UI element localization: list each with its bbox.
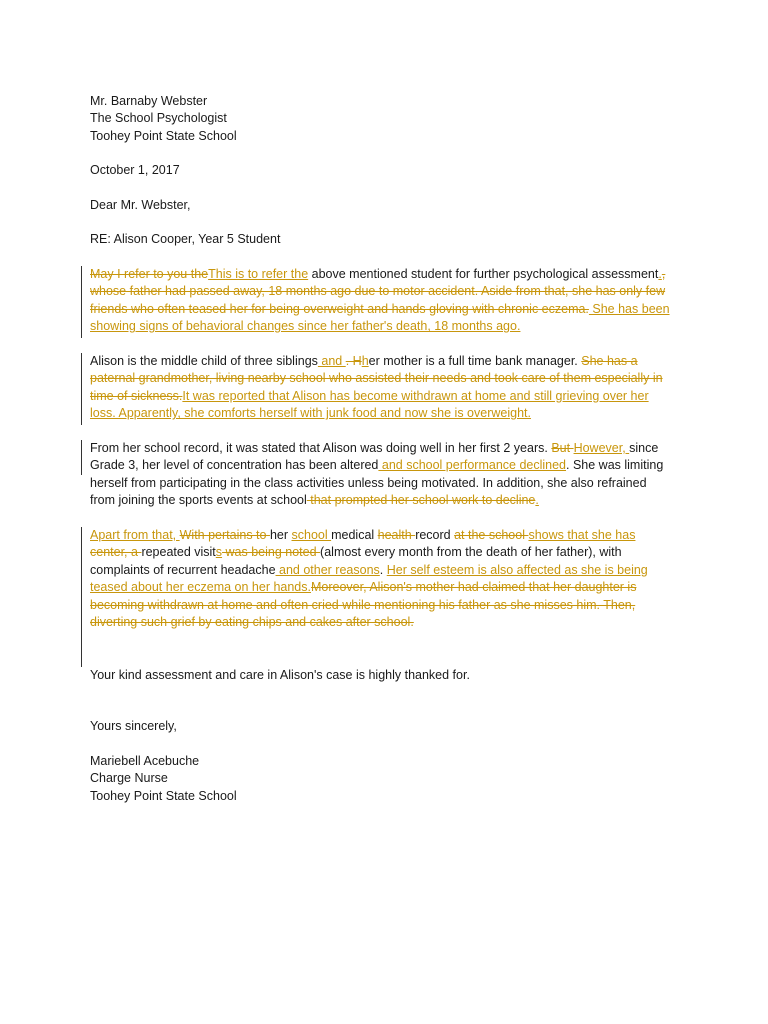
inserted-text: and school performance declined [378, 458, 567, 473]
recipient-address [90, 93, 675, 145]
sender-school: Toohey Point State School [90, 788, 237, 803]
recipient-title: The School Psychologist [90, 111, 227, 126]
body-text: (almost every month from the death of her father), with complaints of recurrent headache [90, 545, 622, 577]
deleted-text: . H [345, 354, 362, 368]
deleted-text: health [377, 528, 416, 542]
deleted-text: was being noted [222, 545, 321, 560]
body-text: Alison is the middle child of three siblings [90, 354, 318, 368]
recipient-name: Mr. Barnaby Webster [90, 94, 208, 108]
body-text: above mentioned student for further psychological assessment [308, 267, 659, 281]
salutation: Dear Mr. Webster, [90, 198, 191, 212]
deleted-text: With pertains to [179, 528, 270, 542]
change-bar [81, 527, 82, 667]
inserted-text: She has been showing signs of behavioral changes since her father's death, 18 months ago. [90, 301, 670, 334]
inserted-text: h [361, 354, 369, 368]
body-text: From her school record, it was stated that Alison was doing well in her first 2 years. [90, 441, 552, 455]
paragraph-1 [90, 266, 675, 336]
change-bar [81, 440, 82, 475]
body-text: . She was limiting herself from participating in the class activities unless being motivated. In addition, she also refrained from joining the sports events at school [90, 458, 664, 508]
body-text: since Grade 3, her level of concentration has been altered [90, 441, 659, 473]
body-text: medical [331, 528, 378, 542]
sender-name: Mariebell Acebuche [90, 754, 200, 768]
body-text: . [379, 562, 387, 577]
body-text: her [269, 528, 292, 542]
body-text: repeated visit [141, 545, 216, 560]
body-text: record [415, 528, 455, 542]
inserted-text: . [535, 493, 539, 508]
deleted-text: She has a paternal grandmother, living nearby school who assisted their needs and took care of them especially in time of sickness. [90, 354, 663, 403]
paragraph-2 [90, 353, 675, 423]
inserted-text: . [658, 267, 662, 281]
closing-statement: Your kind assessment and care in Alison's case is highly thanked for. [90, 668, 470, 682]
paragraph-3 [90, 440, 675, 510]
inserted-text: and other reasons [275, 562, 380, 577]
inserted-text: school [291, 528, 332, 542]
change-bar [81, 266, 82, 338]
valediction: Yours sincerely, [90, 719, 177, 733]
deleted-text: , whose father had passed away, 18 months ago due to motor accident. Aside from that, she has only few friends who often teased her for being overweight and hands gloving with chronic eczema. [90, 267, 666, 316]
recipient-school: Toohey Point State School [90, 128, 237, 143]
sender-signature-block [90, 753, 675, 805]
deleted-text: that prompted her school work to decline [306, 493, 536, 508]
re-line: RE: Alison Cooper, Year 5 Student [90, 232, 281, 246]
paragraph-4 [90, 527, 675, 631]
inserted-text: Her self esteem is also affected as she is being teased about her eczema on her hands. [90, 562, 648, 595]
inserted-text: It was reported that Alison has become withdrawn at home and still grieving over her loss. Apparently, she comforts herself with junk food and now she is overweight. [90, 388, 649, 421]
inserted-text: Apart from that, [90, 528, 180, 542]
inserted-text: This is to refer the [208, 267, 309, 281]
change-bar [81, 353, 82, 425]
deleted-text: But [551, 441, 574, 455]
sender-title: Charge Nurse [90, 771, 168, 786]
inserted-text: and [317, 354, 346, 368]
deleted-text: May I refer to you the [90, 267, 209, 281]
inserted-text: However, [573, 441, 630, 455]
inserted-text: shows that she has [528, 528, 636, 542]
body-text: er mother is a full time bank manager. [368, 354, 582, 368]
letter-date: October 1, 2017 [90, 163, 180, 177]
inserted-text: s [215, 545, 223, 560]
deleted-text: center, a [90, 545, 142, 560]
deleted-text: at the school [454, 528, 529, 542]
deleted-text: Moreover, Alison's mother had claimed that her daughter is becoming withdrawn at home and often cried while mentioning his father as she misses him. Then, diverting such grief by eating chips and cakes after school. [90, 580, 637, 630]
